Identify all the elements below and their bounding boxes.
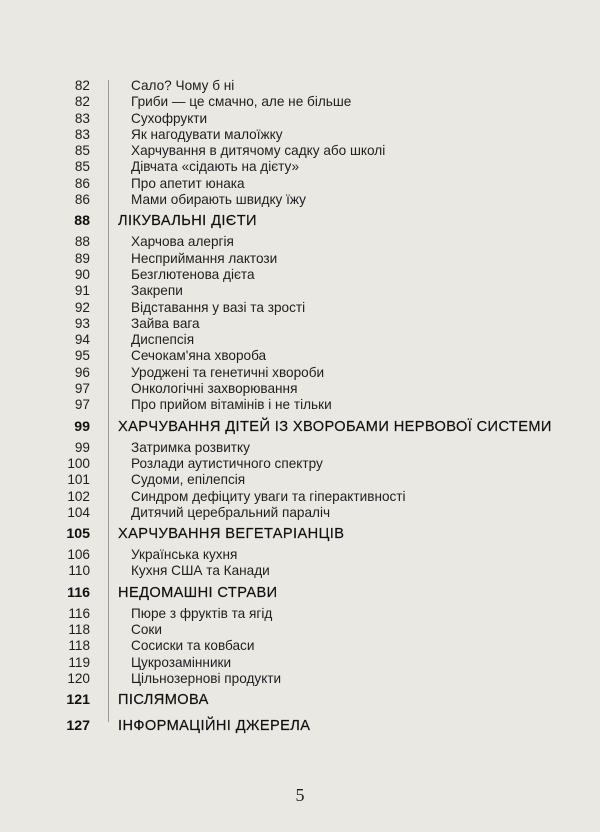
toc-entry — [0, 300, 600, 316]
toc-title: Дитячий церебральний параліч — [131, 504, 331, 520]
toc-entry — [0, 332, 600, 348]
toc-page-number: 85 — [74, 159, 90, 175]
toc-section-heading — [0, 580, 600, 606]
toc-title: Сосиски та ковбаси — [131, 638, 255, 654]
toc-page-number: 102 — [67, 488, 90, 504]
toc-title: Сечокам'яна хвороба — [131, 348, 267, 364]
toc-section-heading — [0, 521, 600, 547]
toc-page-number: 82 — [74, 78, 90, 93]
toc-page-number: 105 — [66, 526, 90, 543]
toc-page-number: 106 — [67, 547, 90, 563]
toc-entry — [0, 176, 600, 192]
toc-entry — [0, 127, 600, 143]
toc-page-number: 82 — [74, 94, 90, 110]
toc-page-number: 97 — [74, 381, 90, 397]
toc-entry — [0, 456, 600, 472]
toc-page-number: 91 — [74, 283, 90, 299]
toc-entry — [0, 397, 600, 413]
toc-title: НЕДОМАШНІ СТРАВИ — [118, 584, 278, 601]
toc-page-number: 97 — [74, 397, 90, 413]
toc-title: Судоми, епілепсія — [131, 472, 246, 488]
toc-page-number: 93 — [74, 315, 90, 331]
toc-title: Кухня США та Канади — [131, 563, 270, 579]
toc-page-number: 104 — [67, 504, 90, 520]
toc-entry — [0, 159, 600, 175]
toc-entry — [0, 111, 600, 127]
toc-title: Цільнозернові продукти — [131, 670, 282, 686]
toc-title: ХАРЧУВАННЯ ДІТЕЙ ІЗ ХВОРОБАМИ НЕРВОВОЇ СИСТЕМИ — [118, 418, 552, 435]
toc-page-number: 99 — [74, 439, 90, 455]
toc-page-number: 83 — [74, 110, 90, 126]
toc-page-number: 101 — [67, 472, 90, 488]
toc-title: Про апетит юнака — [131, 175, 245, 191]
toc-title: Українська кухня — [131, 547, 238, 563]
toc-page-number: 116 — [67, 584, 90, 601]
toc-entry — [0, 622, 600, 638]
toc-page-number: 119 — [68, 654, 90, 670]
toc-page-number: 88 — [74, 213, 90, 230]
toc-page-number: 83 — [74, 126, 90, 142]
toc-page-number: 120 — [67, 670, 90, 686]
toc-title: Зайва вага — [131, 315, 200, 331]
toc-title: Харчування в дитячому садку або школі — [131, 143, 386, 159]
toc-title: ПІСЛЯМОВА — [118, 692, 209, 709]
toc-entry — [0, 381, 600, 397]
toc-entry — [0, 547, 600, 563]
toc-title: Затримка розвитку — [131, 439, 250, 455]
toc-title: Гриби — це смачно, але не більше — [131, 94, 352, 110]
toc-page-number: 116 — [68, 605, 90, 621]
toc-page-number: 94 — [74, 332, 90, 348]
toc-title: Синдром дефіциту уваги та гіперактивності — [131, 488, 406, 504]
toc-entry — [0, 78, 600, 94]
toc-entry — [0, 365, 600, 381]
toc-section-heading — [0, 713, 600, 739]
toc-title: Про прийом вітамінів і не тільки — [131, 397, 332, 413]
toc-title: Дівчата «сідають на дієту» — [131, 159, 300, 175]
toc-entry — [0, 251, 600, 267]
toc-title: ХАРЧУВАННЯ ВЕГЕТАРІАНЦІВ — [118, 526, 345, 543]
toc-title: Закрепи — [131, 283, 183, 299]
toc-title: Сало? Чому б ні — [131, 78, 235, 93]
toc-title: Уроджені та генетичні хвороби — [131, 364, 325, 380]
toc-entry — [0, 94, 600, 110]
toc-entry — [0, 638, 600, 654]
toc-page-number: 92 — [74, 299, 90, 315]
toc-page-number: 86 — [74, 175, 90, 191]
toc-title: Соки — [131, 622, 162, 638]
toc-title: Розлади аутистичного спектру — [131, 455, 323, 471]
toc-page-number: 90 — [74, 266, 90, 282]
toc-title: Пюре з фруктів та ягід — [131, 605, 273, 621]
toc-entry — [0, 267, 600, 283]
toc-section-heading — [0, 687, 600, 713]
toc-page-number: 118 — [68, 622, 90, 638]
toc-entry — [0, 505, 600, 521]
toc-page-number: 99 — [74, 418, 90, 435]
page-number: 5 — [295, 785, 305, 805]
toc-title: Харчова алергія — [131, 234, 234, 250]
toc-entry — [0, 283, 600, 299]
toc-title: Цукрозамінники — [131, 654, 232, 670]
toc-entry — [0, 440, 600, 456]
toc-entry — [0, 671, 600, 687]
toc-page-number: 100 — [67, 455, 90, 471]
toc-title: Мами обирають швидку їжу — [131, 192, 306, 208]
toc-entry — [0, 655, 600, 671]
toc-title: Онкологічні захворювання — [131, 381, 298, 397]
toc-page-number: 110 — [68, 563, 90, 579]
toc-page-number: 89 — [74, 250, 90, 266]
toc-section-heading — [0, 414, 600, 440]
toc-title: Несприймання лактози — [131, 250, 278, 266]
toc-entry — [0, 192, 600, 208]
toc-page-number: 127 — [66, 718, 90, 735]
toc-entry — [0, 143, 600, 159]
toc-entry — [0, 348, 600, 364]
toc-page-number: 85 — [74, 143, 90, 159]
toc-entry — [0, 234, 600, 250]
toc-title: Відставання у вазі та зрості — [131, 299, 306, 315]
toc-title: ЛІКУВАЛЬНІ ДІЄТИ — [118, 213, 257, 230]
toc-title: Як нагодувати малоїжку — [131, 126, 283, 142]
toc-page-number: 121 — [66, 692, 90, 709]
toc-section-heading — [0, 208, 600, 234]
toc-page-number: 86 — [74, 192, 90, 208]
toc-page-number: 95 — [74, 348, 90, 364]
toc-page-number: 96 — [74, 364, 90, 380]
toc-entry — [0, 563, 600, 579]
toc-entry — [0, 489, 600, 505]
toc-entry — [0, 472, 600, 488]
table-of-contents — [0, 78, 600, 739]
toc-entry — [0, 606, 600, 622]
toc-title: Сухофрукти — [131, 110, 208, 126]
toc-title: ІНФОРМАЦІЙНІ ДЖЕРЕЛА — [118, 718, 311, 735]
toc-title: Диспепсія — [131, 332, 195, 348]
toc-entry — [0, 316, 600, 332]
toc-title: Безглютенова дієта — [131, 266, 255, 282]
toc-page-number: 88 — [74, 234, 90, 250]
toc-page-number: 118 — [68, 638, 90, 654]
